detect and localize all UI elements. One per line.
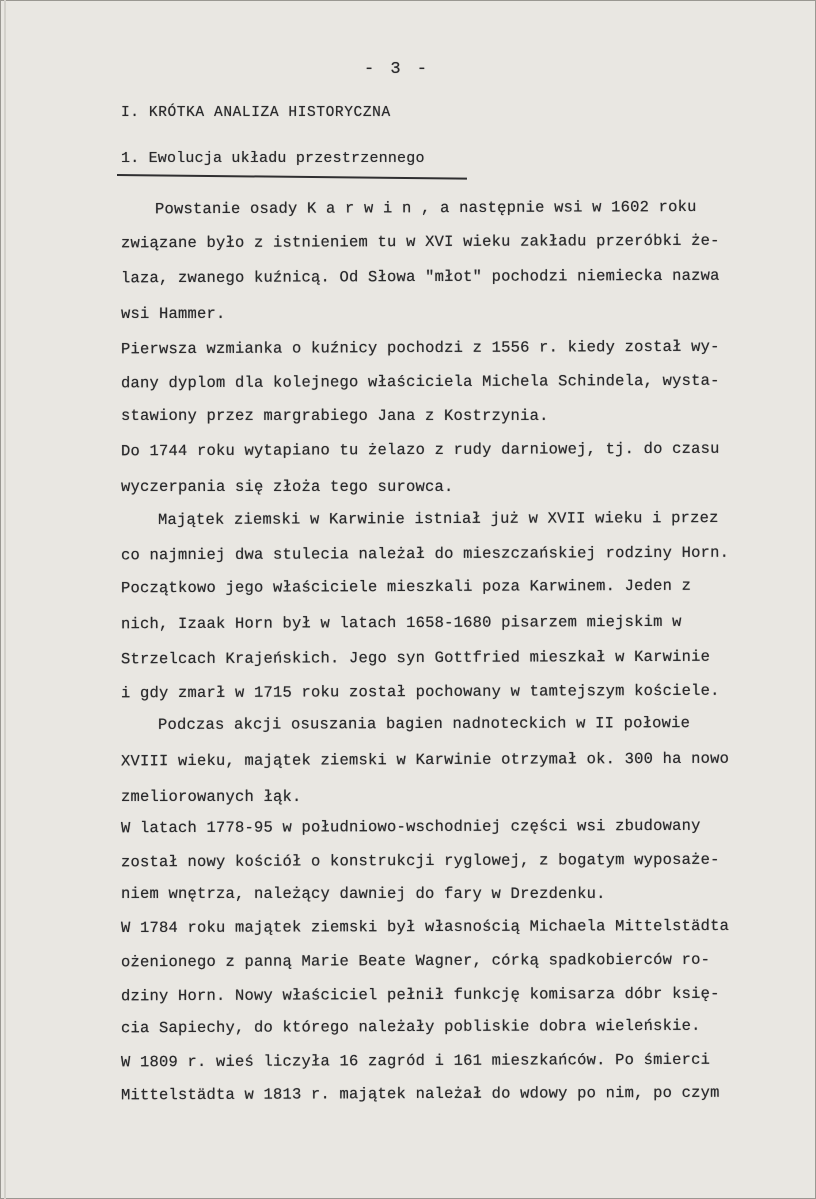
text-line: XVIII wieku, majątek ziemski w Karwinie otrzymał ok. 300 ha nowo (120, 749, 730, 771)
text-line: W latach 1778-95 w południowo-wschodniej części wsi zbudowany (120, 816, 701, 838)
text-line: nich, Izaak Horn był w latach 1658-1680 pisarzem miejskim w (120, 612, 682, 634)
text-line: ożenionego z panną Marie Beate Wagner, córką spadkobierców ro- (120, 950, 711, 972)
text-line: wyczerpania się złoża tego surowca. (121, 478, 454, 496)
text-line: wsi Hammer. (121, 305, 226, 323)
text-line: laza, zwanego kuźnicą. Od Słowa "młot" pochodzi niemiecka nazwa (120, 266, 720, 288)
text-line: W 1809 r. wieś liczyła 16 zagród i 161 mieszkańców. Po śmierci (120, 1050, 711, 1072)
text-line: co najmniej dwa stulecia należał do mieszczańskiej rodziny Horn. (120, 543, 730, 565)
page-number: - 3 - (364, 60, 431, 79)
text-line: Majątek ziemski w Karwinie istniał już w XVII wieku i przez (157, 509, 719, 529)
text-line: dziny Horn. Nowy właściciel pełnił funkcję komisarza dóbr księ- (120, 984, 720, 1006)
text-line: Początkowo jego właściciele mieszkali poza Karwinem. Jeden z (120, 576, 692, 598)
text-line: dany dyplom dla kolejnego właściciela Michela Schindela, wysta- (120, 371, 720, 393)
section-heading-underline (117, 174, 467, 180)
text-line: związane było z istnieniem tu w XVI wieku zakładu przeróbki że- (120, 231, 720, 253)
chapter-heading: I. KRÓTKA ANALIZA HISTORYCZNA (121, 105, 391, 121)
text-line: Strzelcach Krajeńskich. Jego syn Gottfried mieszkał w Karwinie (120, 647, 711, 669)
text-line: stawiony przez margrabiego Jana z Kostrzynia. (121, 407, 549, 425)
text-line: niem wnętrza, należący dawniej do fary w Drezdenku. (121, 885, 606, 903)
text-line: Mittelstädta w 1813 r. majątek należał do wdowy po nim, po czym (120, 1083, 720, 1105)
text-line: i gdy zmarł w 1715 roku został pochowany w tamtejszym kościele. (120, 681, 720, 703)
text-line: Podczas akcji osuszania bagien nadnoteckich w II połowie (157, 714, 691, 734)
text-line: Do 1744 roku wytapiano tu żelazo z rudy darniowej, tj. do czasu (120, 439, 720, 461)
text-line: został nowy kościół o konstrukcji ryglowej, z bogatym wyposaże- (120, 850, 720, 872)
text-line: Pierwsza wzmianka o kuźnicy pochodzi z 1556 r. kiedy został wy- (120, 337, 720, 359)
section-heading: 1. Ewolucja układu przestrzennego (121, 150, 425, 167)
text-line: cia Sapiechy, do którego należały pobliskie dobra wieleńskie. (120, 1016, 701, 1038)
text-line: zmeliorowanych łąk. (121, 788, 302, 806)
text-line: W 1784 roku majątek ziemski był własnością Michaela Mittelstädta (120, 916, 730, 938)
text-line: Powstanie osady K a r w i n , a następnie wsi w 1602 roku (154, 197, 697, 219)
